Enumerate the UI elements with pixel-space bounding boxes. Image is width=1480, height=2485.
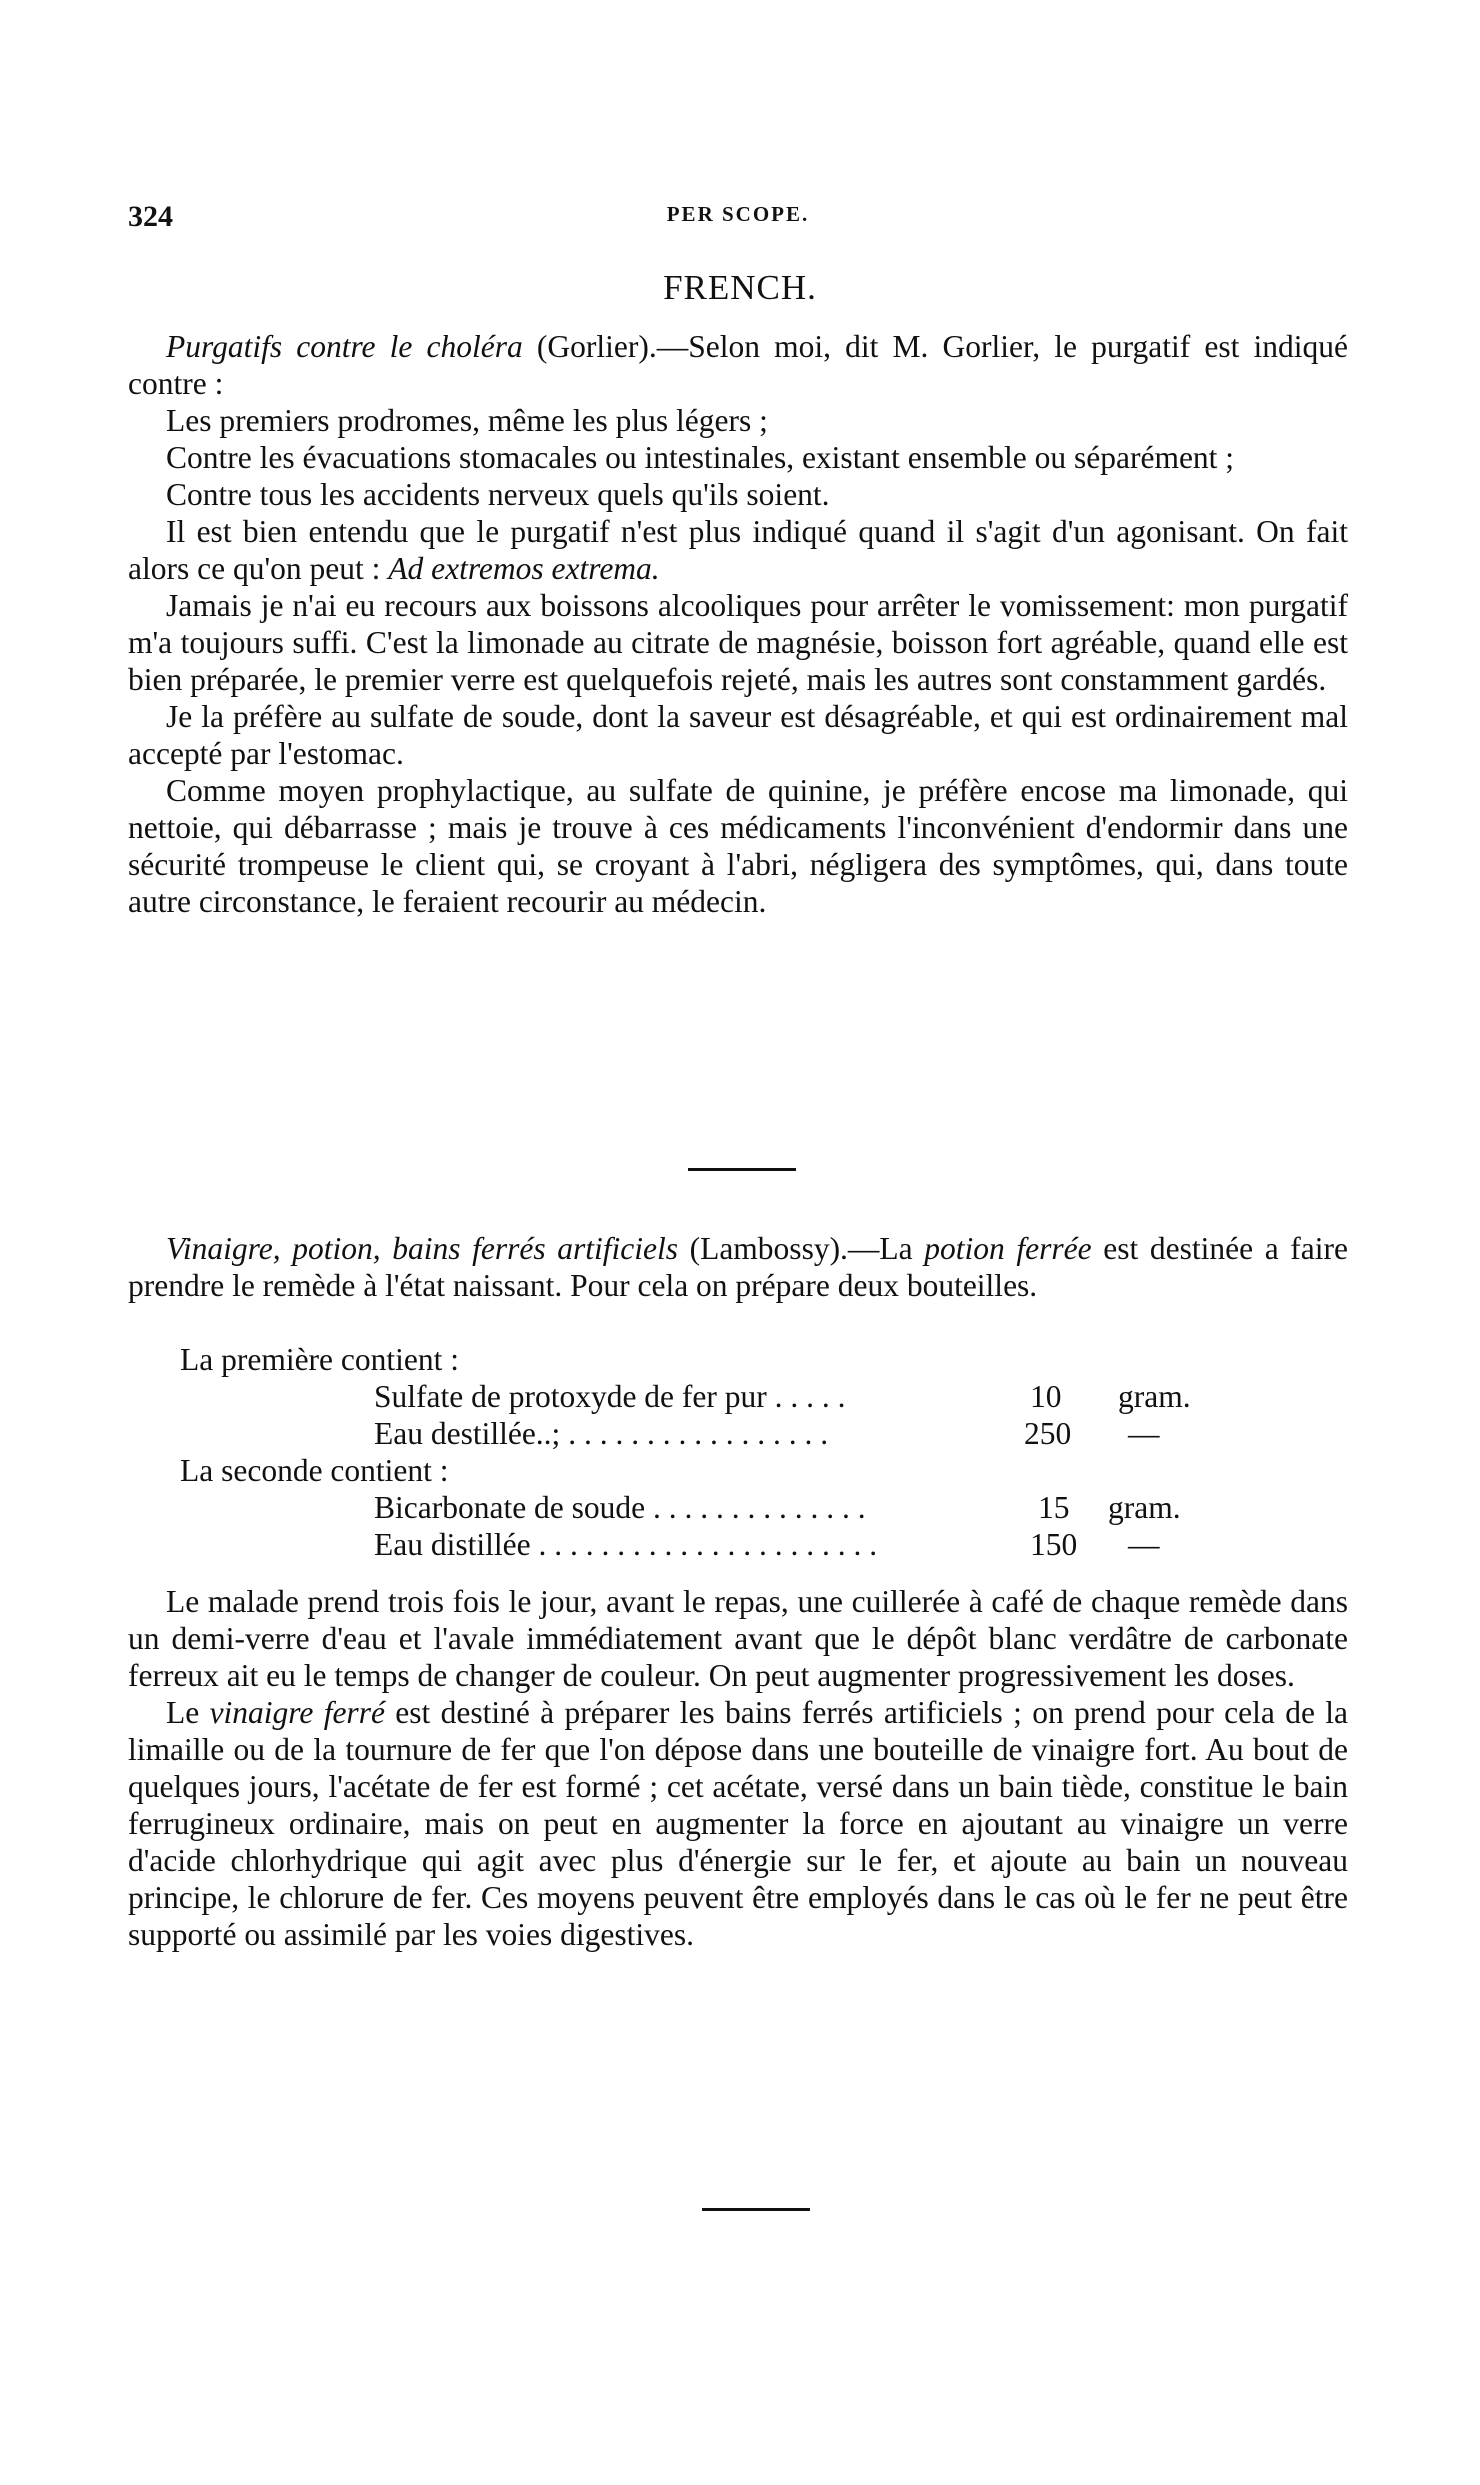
paragraph: Il est bien entendu que le purgatif n'est plus indiqué quand il s'agit d'un agonisant. On fait alors ce qu'on peut : Ad extremos extrema. <box>128 514 1348 586</box>
recipe-item: Bicarbonate de soude . . . . . . . . . . . . . . 15 gram. <box>374 1490 1181 1525</box>
paragraph: Jamais je n'ai eu recours aux boissons alcooliques pour arrêter le vomissement: mon purgatif m'a toujours suffi. C'est la limonade au citrate de magnésie, boisson fort agréable, quand elle est bien préparée, le premier verre est quelquefois rejeté, mais les autres sont constamment gardés. <box>128 588 1348 697</box>
section-title: FRENCH. <box>663 268 817 307</box>
paragraph: Contre les évacuations stomacales ou intestinales, existant ensemble ou séparément ; <box>166 440 1235 475</box>
recipe-formula <box>128 1341 1348 1563</box>
paragraph: Le malade prend trois fois le jour, avant le repas, une cuillerée à café de chaque remède dans un demi-verre d'eau et l'avale immédiatement avant que le dépôt blanc verdâtre de carbonate ferreux ait eu le temps de changer de couleur. On peut augmenter progressivement les doses. <box>128 1584 1348 1693</box>
recipe-lead: La seconde contient : <box>180 1453 449 1488</box>
article-title: Purgatifs contre le choléra <box>166 329 523 364</box>
section-divider <box>688 1168 796 1171</box>
article-title: Vinaigre, potion, bains ferrés artificiels <box>166 1231 678 1266</box>
recipe-item: Sulfate de protoxyde de fer pur . . . . . 10 gram. <box>374 1379 1191 1414</box>
recipe-item: Eau destillée..; . . . . . . . . . . . . . . . . . 250 — <box>374 1416 1160 1451</box>
paragraph: Les premiers prodromes, même les plus légers ; <box>166 403 768 438</box>
page-number: 324 <box>128 200 173 233</box>
paragraph: Vinaigre, potion, bains ferrés artificiels (Lambossy).—La potion ferrée est destinée a faire prendre le remède à l'état naissant. Pour cela on prépare deux bouteilles. <box>128 1231 1349 1303</box>
paragraph: Contre tous les accidents nerveux quels qu'ils soient. <box>166 477 830 512</box>
section-divider <box>702 2208 810 2211</box>
recipe-lead: La première contient : <box>180 1342 459 1377</box>
paragraph: Purgatifs contre le choléra (Gorlier).—Selon moi, dit M. Gorlier, le purgatif est indiqué contre : <box>128 329 1348 401</box>
paragraph: Je la préfère au sulfate de soude, dont la saveur est désagréable, et qui est ordinairement mal accepté par l'estomac. <box>128 699 1348 771</box>
article-purgatifs <box>128 328 1348 920</box>
article-vinaigre-intro <box>128 1230 1348 1304</box>
recipe-item: Eau distillée . . . . . . . . . . . . . . . . . . . . . . 150 — <box>374 1527 1160 1562</box>
article-vinaigre-body <box>128 1583 1348 1953</box>
paragraph: Le vinaigre ferré est destiné à préparer les bains ferrés artificiels ; on prend pour cela de la limaille ou de la tournure de fer que l'on dépose dans une bouteille de vinaigre fort. Au bout de quelques jours, l'acétate de fer est formé ; cet acétate, versé dans un bain tiède, constitue le bain ferrugineux ordinaire, mais on peut en augmenter la force en ajoutant au vinaigre un verre d'acide chlorhydrique qui agit avec plus d'énergie sur le fer, et ajoute au bain un nouveau principe, le chlorure de fer. Ces moyens peuvent être employés dans le cas où le fer ne peut être supporté ou assimilé par les voies digestives. <box>128 1695 1348 1952</box>
page-header <box>128 200 1348 240</box>
running-head: PER SCOPE. <box>666 202 810 226</box>
paragraph: Comme moyen prophylactique, au sulfate de quinine, je préfère encose ma limonade, qui nettoie, qui débarrasse ; mais je trouve à ces médicaments l'inconvénient d'endormir dans une sécurité trompeuse le client qui, se croyant à l'abri, négligera des symptômes, qui, dans toute autre circonstance, le feraient recourir au médecin. <box>128 773 1348 919</box>
